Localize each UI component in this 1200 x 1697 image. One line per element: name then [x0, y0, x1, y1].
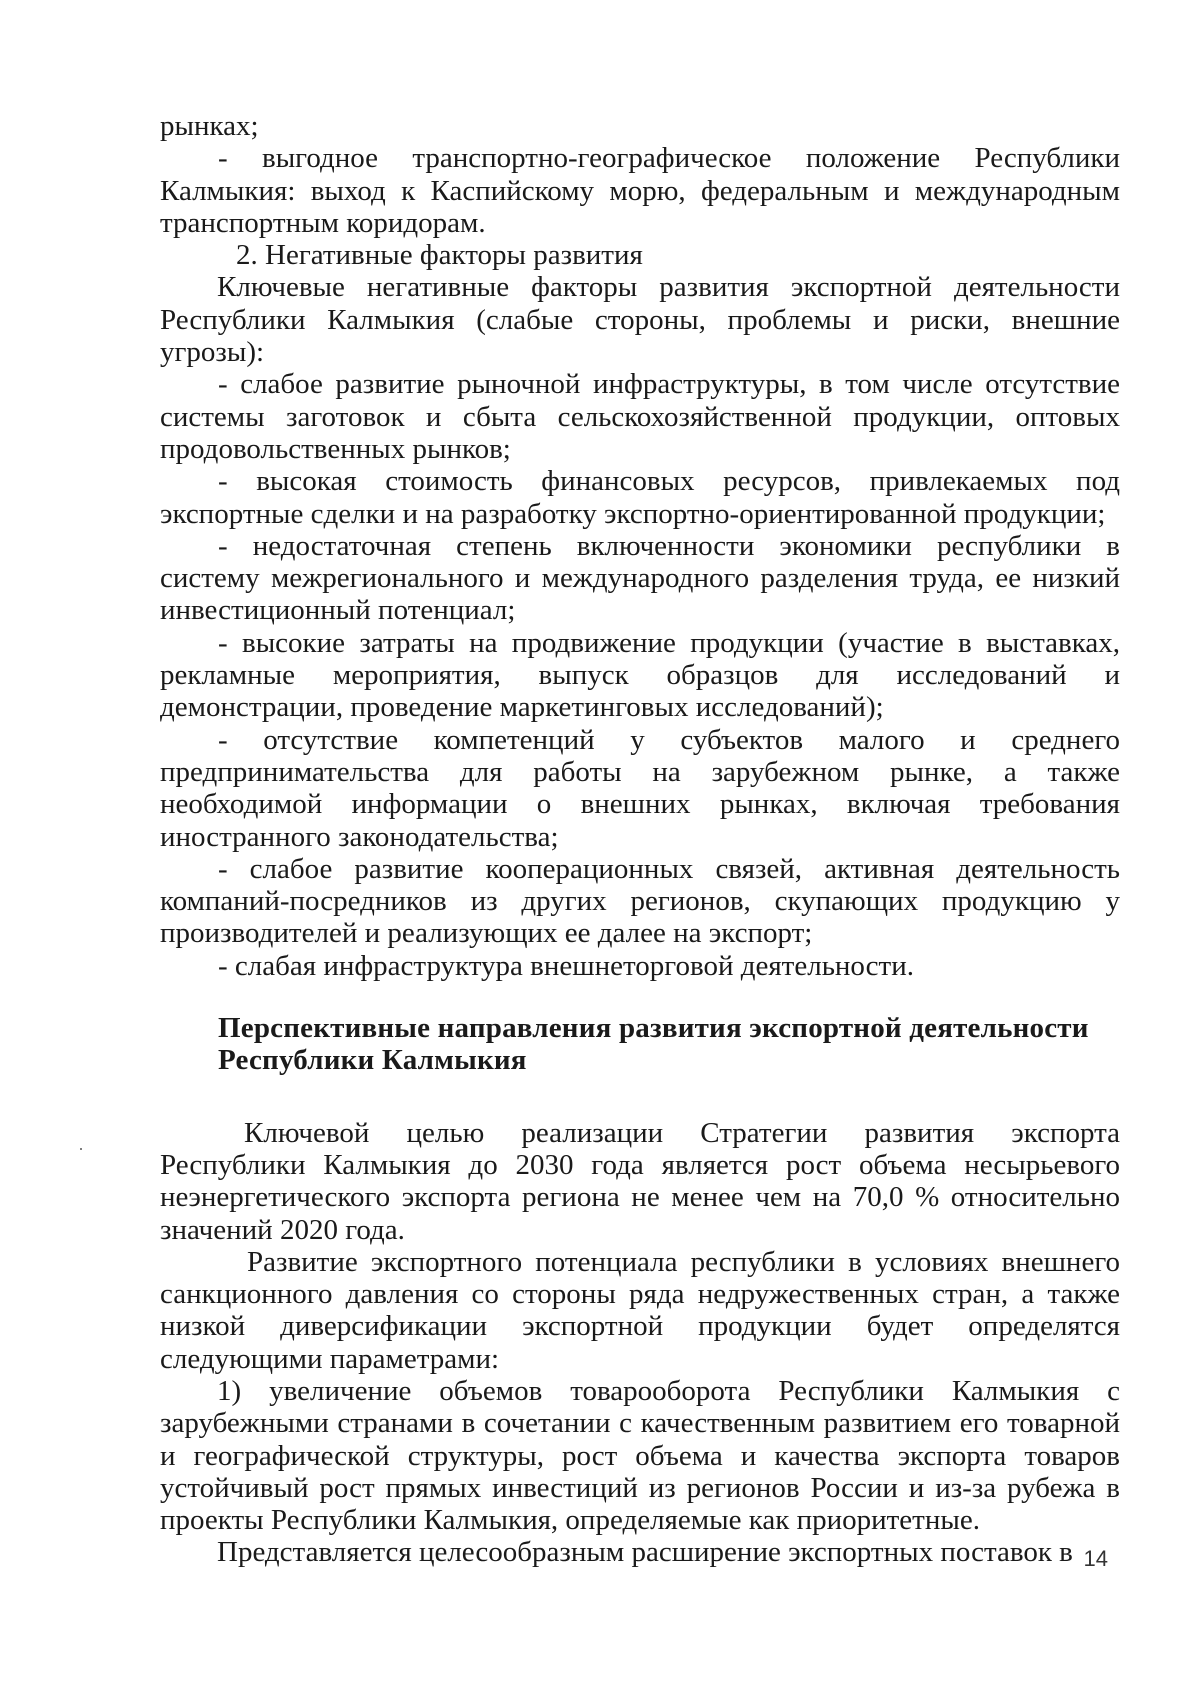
list-item: - недостаточная степень включенности экономики республики в систему межрегионального и международного разделения труда, ее низкий инвестиционный потенциал; [160, 529, 1120, 627]
list-item: - отсутствие компетенций у субъектов малого и среднего предпринимательства для работы на зарубежном рынке, а также необходимой информации о внешних рынках, включая требования иностранного законодательства; [160, 723, 1120, 853]
paragraph: рынках; [160, 110, 259, 142]
list-item: - слабое развитие кооперационных связей, активная деятельность компаний-посредников из других регионов, скупающих продукцию у производителей и реализующих ее далее на экспорт; [160, 852, 1120, 950]
paragraph: Ключевой целью реализации Стратегии развития экспорта Республики Калмыкия до 2030 года является рост объема несырьевого неэнергетического экспорта региона не менее чем на 70,0 % относительно значений 2020 года. [160, 1116, 1120, 1246]
document-body [160, 110, 1120, 1569]
numbered-item: 1) увеличение объемов товарооборота Республики Калмыкия с зарубежными странами в сочетании с качественным развитием его товарной и географической структуры, рост объема и качества экспорта товаров устойчивый рост прямых инвестиций из регионов России и из-за рубежа в проекты Республики Калмыкия, определяемые как приоритетные. [160, 1374, 1120, 1537]
section-heading-line-1: Перспективные направления развития экспортной деятельности [218, 1012, 1089, 1045]
list-item: - высокая стоимость финансовых ресурсов, привлекаемых под экспортные сделки и на разработку экспортно-ориентированной продукции; [160, 465, 1120, 530]
spacer [160, 982, 1120, 1012]
section-heading-line-2: Республики Калмыкия [218, 1044, 527, 1077]
scan-speck [80, 1148, 82, 1150]
list-item: - слабое развитие рыночной инфраструктуры, в том числе отсутствие системы заготовок и сбыта сельскохозяйственной продукции, оптовых продовольственных рынков; [160, 368, 1120, 465]
paragraph: Ключевые негативные факторы развития экспортной деятельности Республики Калмыкия (слабые стороны, проблемы и риски, внешние угрозы): [160, 271, 1120, 369]
list-item: - высокие затраты на продвижение продукции (участие в выставках, рекламные мероприятия, выпуск образцов для исследований и демонстрации, проведение маркетинговых исследований); [160, 626, 1120, 724]
section-subheading: 2. Негативные факторы развития [236, 239, 643, 272]
spacer [160, 1077, 1120, 1117]
paragraph: Развитие экспортного потенциала республики в условиях внешнего санкционного давления со стороны ряда недружественных стран, а также низкой диверсификации экспортной продукции будет определятся следующими параметрами: [160, 1245, 1120, 1375]
page-number: 14 [1083, 1546, 1108, 1571]
paragraph: Представляется целесообразным расширение экспортных поставок в [217, 1536, 1073, 1569]
list-item: - слабая инфраструктура внешнеторговой деятельности. [218, 949, 914, 982]
list-item: - выгодное транспортно-географическое положение Республики Калмыкия: выход к Каспийскому морю, федеральным и международным транспортным коридорам. [160, 142, 1120, 239]
